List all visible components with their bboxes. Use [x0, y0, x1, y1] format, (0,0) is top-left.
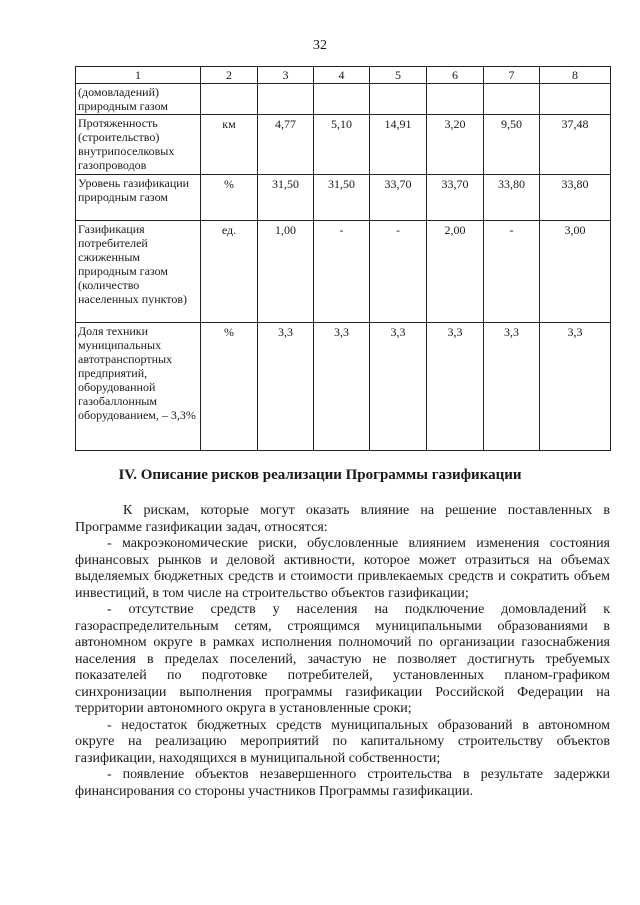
row-unit: % [201, 175, 258, 221]
column-header: 8 [540, 67, 611, 84]
section-heading: IV. Описание рисков реализации Программы газификации [118, 467, 522, 483]
row-unit: % [201, 323, 258, 451]
table-cell: 1,00 [258, 221, 314, 323]
table-cell: - [370, 221, 427, 323]
table-cell: 3,3 [484, 323, 540, 451]
table-cell: 33,70 [370, 175, 427, 221]
column-header: 6 [427, 67, 484, 84]
table-cell: 5,10 [314, 115, 370, 175]
table-row [76, 221, 611, 323]
table-cell: 2,00 [427, 221, 484, 323]
table-cell [540, 84, 611, 115]
risk-item: - недостаток бюджетных средств муниципальных образований в автономном округе на реализацию мероприятий по капитальному строительству объектов газификации, находящихся в муниципальной собственности; [75, 717, 610, 766]
table-cell [370, 84, 427, 115]
table-row [76, 84, 611, 115]
column-header: 3 [258, 67, 314, 84]
table-cell: 3,3 [258, 323, 314, 451]
section-body [75, 503, 610, 800]
table-row [76, 323, 611, 451]
row-label: Протяженность (строительство) внутрипоселковых газопроводов [76, 115, 201, 175]
table-cell [314, 84, 370, 115]
column-header: 1 [76, 67, 201, 84]
column-header: 4 [314, 67, 370, 84]
row-label: Газификация потребителей сжиженным природным газом (количество населенных пунктов) [76, 221, 201, 323]
row-unit: ед. [201, 221, 258, 323]
risk-item: - макроэкономические риски, обусловленные влиянием изменения состояния финансовых рынков и деловой активности, которое может отразиться на объемах выделяемых бюджетных средств и стоимости привлекаемых средств и сократить объем инвестиций, в том числе на строительство объектов газификации; [75, 536, 610, 601]
table-cell: 33,80 [484, 175, 540, 221]
table-cell: 33,70 [427, 175, 484, 221]
table-cell: 3,20 [427, 115, 484, 175]
row-unit: км [201, 115, 258, 175]
risk-item: - отсутствие средств у населения на подключение домовладений к газораспределительным сетям, строящимся муниципальными образованиями в автономном округе в рамках исполнения полномочий по организации газоснабжения населения в пределах поселений, зачастую не позволяет достигнуть требуемых показателей по подготовке потребителей, установленных планом-графиком синхронизации выполнения программы газификации Российской Федерации на территории автономного округа в установленные сроки; [75, 602, 610, 716]
row-label: (домовладений) природным газом [76, 84, 201, 115]
table-cell: 3,3 [314, 323, 370, 451]
table-cell: 3,3 [540, 323, 611, 451]
risk-item: - появление объектов незавершенного строительства в результате задержки финансирования со стороны участников Программы газификации. [75, 767, 610, 799]
table-cell: - [484, 221, 540, 323]
table-cell: 31,50 [258, 175, 314, 221]
table-cell: 14,91 [370, 115, 427, 175]
intro-paragraph: К рискам, которые могут оказать влияние на решение поставленных в Программе газификации задач, относятся: [75, 503, 610, 535]
table-cell: 3,3 [370, 323, 427, 451]
row-label: Уровень газификации природным газом [76, 175, 201, 221]
column-header: 5 [370, 67, 427, 84]
table-cell [258, 84, 314, 115]
table-cell: 4,77 [258, 115, 314, 175]
page-number: 32 [313, 38, 327, 53]
table-cell: 31,50 [314, 175, 370, 221]
table-cell: 3,00 [540, 221, 611, 323]
row-label: Доля техники муниципальных автотранспортных предприятий, оборудованной газобаллонным оборудованием, – 3,3% [76, 323, 201, 451]
column-header: 2 [201, 67, 258, 84]
table-cell: 37,48 [540, 115, 611, 175]
table-cell: 3,3 [427, 323, 484, 451]
table-row [76, 115, 611, 175]
table-cell: - [314, 221, 370, 323]
table-cell: 33,80 [540, 175, 611, 221]
table-cell [484, 84, 540, 115]
table-cell: 9,50 [484, 115, 540, 175]
column-header: 7 [484, 67, 540, 84]
row-unit [201, 84, 258, 115]
table-row [76, 175, 611, 221]
table-cell [427, 84, 484, 115]
table-header-row [76, 67, 611, 84]
indicators-table [75, 66, 611, 451]
